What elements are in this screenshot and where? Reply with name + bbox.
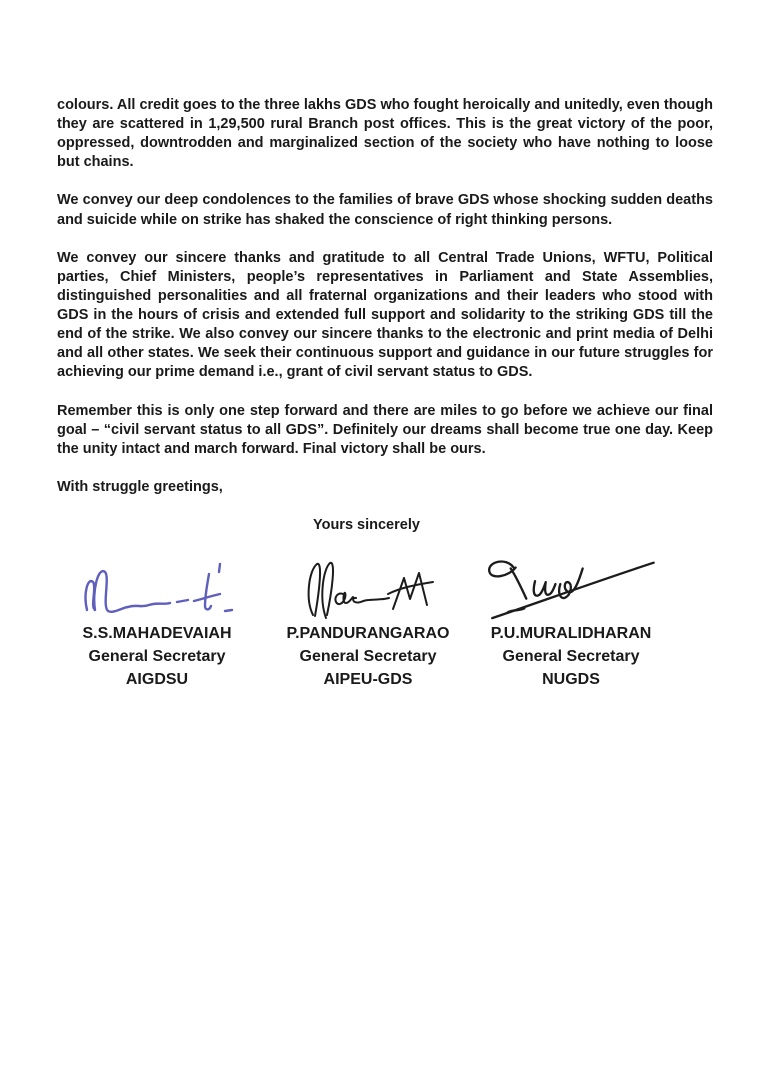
signatory-block-nugds: [466, 552, 676, 691]
signatory-title: General Secretary: [88, 648, 226, 665]
signatory-org: AIGDSU: [125, 671, 189, 688]
signature-pandurangarao-icon: [296, 556, 441, 622]
letter-body: [57, 96, 713, 535]
paragraph-thanks: We convey our sincere thanks and gratitude to all Central Trade Unions, WFTU, Political parties, Chief Ministers, people’s representatives in Parliament and State Assemblies, distinguished personalities and all fraternal organizations and their leaders who stood with GDS in the hours of crisis and extended full support and solidarity to the striking GDS till the end of the strike. We also convey our sincere thanks to the electronic and print media of Delhi and all other states. We seek their continuous support and guidance in our future struggles for achieving our prime demand i.e., grant of civil servant status to GDS.: [57, 249, 713, 381]
signatory-title: General Secretary: [502, 648, 640, 665]
signature-row: [0, 552, 768, 702]
signature-muralidharan-icon: [476, 552, 666, 622]
signatory-block-aipeu-gds: [263, 552, 473, 691]
signature-mahadevaiah-icon: [80, 556, 235, 622]
signatory-org: NUGDS: [542, 671, 600, 688]
signatory-name: S.S.MAHADEVAIAH: [82, 625, 232, 642]
signature-pandurangarao-image: [263, 552, 473, 622]
signoff-line: Yours sincerely: [313, 517, 420, 534]
greeting-line: With struggle greetings,: [57, 478, 223, 495]
signatory-org: AIPEU-GDS: [323, 671, 413, 688]
paragraph-condolences: We convey our deep condolences to the families of brave GDS whose shocking sudden deaths and suicide while on strike has shaked the conscience of right thinking persons.: [57, 192, 713, 228]
signatory-title: General Secretary: [299, 648, 437, 665]
signatory-block-aigdsu: [52, 552, 262, 691]
signature-muralidharan-image: [466, 552, 676, 622]
signature-mahadevaiah-image: [52, 552, 262, 622]
paragraph-remember: Remember this is only one step forward and there are miles to go before we achieve our final goal – “civil servant status to all GDS”. Definitely our dreams shall become true one day. Keep the unity intact and march forward. Final victory shall be ours.: [57, 402, 713, 457]
signatory-name: P.U.MURALIDHARAN: [490, 625, 652, 642]
paragraph-victory: colours. All credit goes to the three lakhs GDS who fought heroically and unitedly, even though they are scattered in 1,29,500 rural Branch post offices. This is the great victory of the poor, oppressed, downtrodden and marginalized section of the society who have nothing to loose but chains.: [57, 97, 713, 171]
signatory-name: P.PANDURANGARAO: [286, 625, 450, 642]
